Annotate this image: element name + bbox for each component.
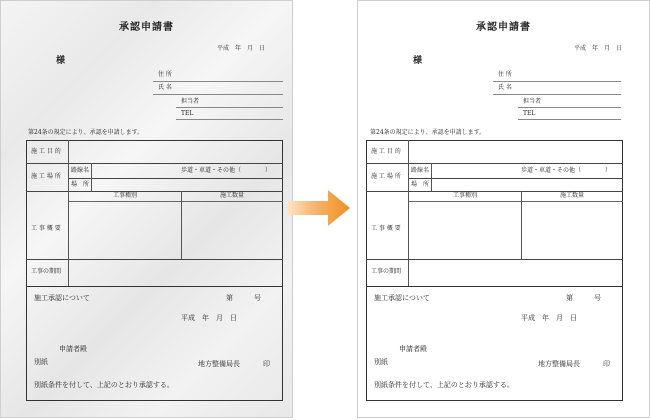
to-applicant: 申請者殿	[59, 345, 87, 353]
location-label: 施 工 場 所	[31, 173, 61, 180]
authority-label: 地方整備局長	[538, 360, 580, 368]
form-original	[0, 0, 293, 418]
seal-label: 印	[263, 360, 270, 368]
address-label: 住 所	[498, 71, 512, 78]
overview-label: 工 事 概 要	[371, 225, 401, 232]
addressee-suffix: 様	[413, 56, 423, 66]
tel-label: TEL	[523, 110, 536, 117]
overview-label: 工 事 概 要	[31, 225, 61, 232]
contact-person-line	[176, 107, 283, 108]
attachment-label: 別紙	[374, 358, 388, 366]
contact-person-label: 担当者	[181, 98, 200, 105]
route-name-label: 路線名	[411, 167, 430, 174]
seal-label: 印	[603, 360, 610, 368]
period-label: 工事の期間	[31, 268, 62, 275]
form-clean	[357, 0, 650, 418]
application-table	[26, 140, 283, 401]
name-line	[153, 94, 283, 95]
intro-text: 第24条の規定により、承認を申請します。	[370, 129, 486, 136]
intro-text: 第24条の規定により、承認を申請します。	[28, 129, 144, 136]
address-line	[493, 81, 621, 82]
to-applicant: 申請者殿	[399, 345, 427, 353]
location-label: 施 工 場 所	[371, 173, 401, 180]
purpose-label: 施 工 目 的	[31, 148, 61, 155]
name-label: 氏 名	[158, 84, 172, 91]
address-label: 住 所	[158, 71, 172, 78]
form-title: 承認申請書	[119, 22, 174, 33]
contact-person-label: 担当者	[523, 98, 542, 105]
attachment-label: 別紙	[34, 358, 48, 366]
arrow-right-icon	[288, 188, 353, 228]
date-line: 平成 年 月 日	[574, 45, 623, 52]
road-type: 歩道・車道・その他（ ）	[521, 167, 612, 174]
place-label: 場 所	[411, 181, 430, 188]
authority-label: 地方整備局長	[198, 360, 240, 368]
purpose-label: 施 工 目 的	[371, 148, 401, 155]
period-label: 工事の期間	[371, 268, 402, 275]
form-title: 承認申請書	[476, 22, 531, 33]
application-table	[366, 140, 623, 401]
number-label: 第 号	[566, 294, 601, 302]
quantity-header: 施工数量	[560, 192, 585, 199]
work-type-header: 工事種別	[113, 192, 138, 199]
addressee-suffix: 様	[56, 56, 66, 66]
work-type-header: 工事種別	[453, 192, 478, 199]
name-label: 氏 名	[498, 84, 512, 91]
approval-date: 平成 年 月 日	[181, 314, 237, 322]
quantity-header: 施工数量	[220, 192, 245, 199]
address-line	[153, 81, 283, 82]
conditions-note: 別紙条件を付して、上記のとおり承認する。	[34, 381, 174, 389]
route-name-label: 路線名	[71, 167, 90, 174]
conditions-note: 別紙条件を付して、上記のとおり承認する。	[374, 381, 514, 389]
contact-person-line	[518, 107, 621, 108]
date-line: 平成 年 月 日	[217, 45, 266, 52]
approval-title: 施工承認について	[34, 294, 90, 302]
tel-line	[518, 119, 621, 120]
name-line	[493, 94, 621, 95]
approval-date: 平成 年 月 日	[521, 314, 577, 322]
road-type: 歩道・車道・その他（ ）	[181, 167, 272, 174]
tel-label: TEL	[181, 110, 194, 117]
approval-title: 施工承認について	[374, 294, 430, 302]
place-label: 場 所	[71, 181, 90, 188]
number-label: 第 号	[226, 294, 261, 302]
tel-line	[176, 119, 283, 120]
